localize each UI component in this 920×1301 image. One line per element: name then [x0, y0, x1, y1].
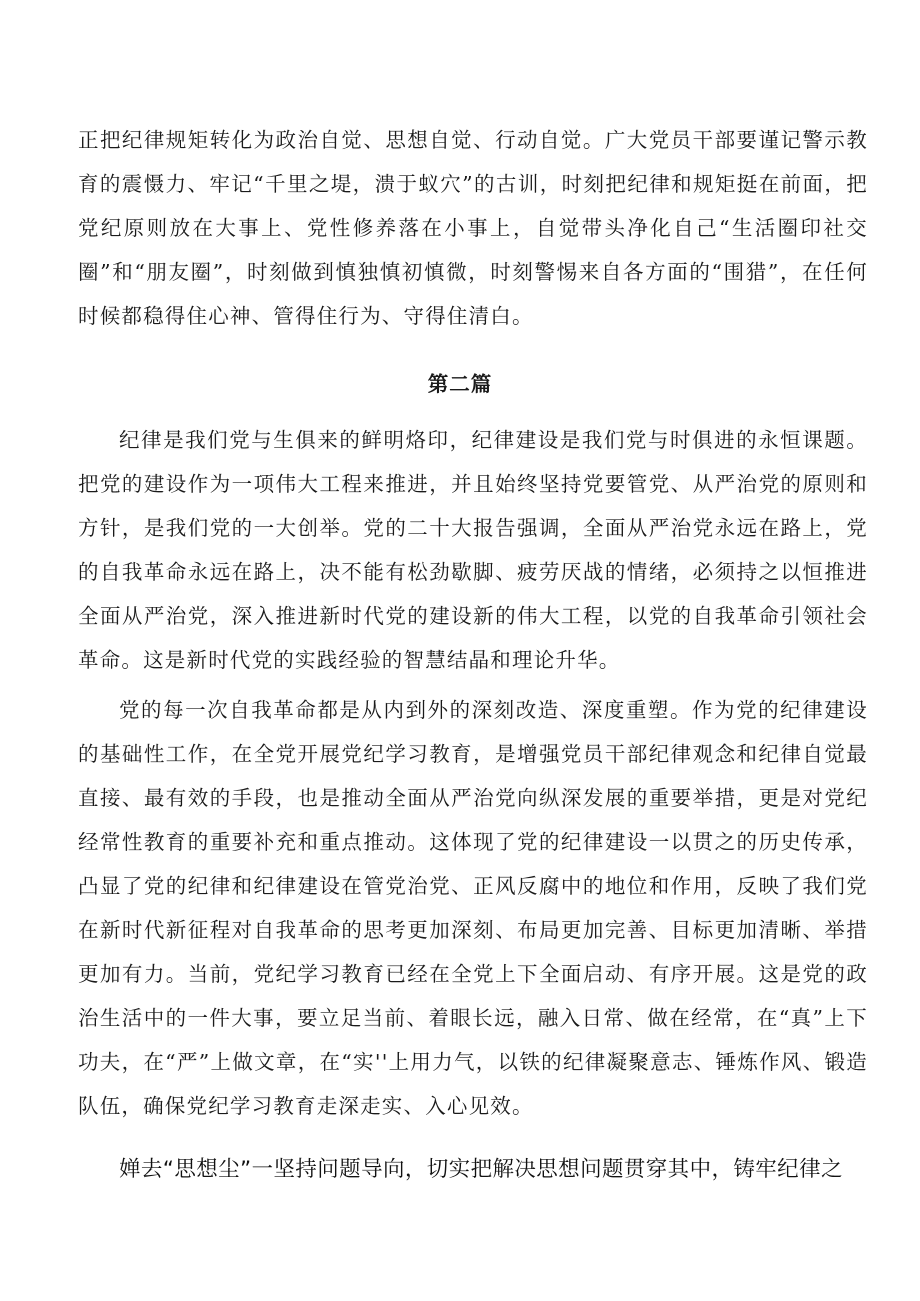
paragraph-self-revolution: 党的每一次自我革命都是从内到外的深刻改造、深度重塑。作为党的纪律建设的基础性工作，在全党开展党纪学习教育，是增强党员干部纪律观念和纪律自觉最直接、最有效的手段，也是推动全面从严治党向纵深发展的重要举措，更是对党纪经常性教育的重要补充和重点推动。这体现了党的纪律建设一以贯之的历史传承，凸显了党的纪律和纪律建设在管党治党、正风反腐中的地位和作用，反映了我们党在新时代新征程对自我革命的思考更加深刻、布局更加完善、目标更加清晰、举措更加有力。当前，党纪学习教育已经在全党上下全面启动、有序开展。这是党的政治生活中的一件大事，要立足当前、着眼长远，融入日常、做在经常，在“真”上下功夫，在“严”上做文章，在“实''上用力气，以铁的纪律凝聚意志、锤炼作风、锻造队伍，确保党纪学习教育走深走实、入心见效。 — [78, 698, 868, 1118]
paragraph-discipline: 纪律是我们党与生俱来的鲜明烙印，纪律建设是我们党与时俱进的永恒课题。把党的建设作为一项伟大工程来推进，并且始终坚持党要管党、从严治党的原则和方针，是我们党的一大创举。党的二十大报告强调，全面从严治党永远在路上，党的自我革命永远在路上，决不能有松劲歇脚、疲劳厌战的情绪，必须持之以恒推进全面从严治党，深入推进新时代党的建设新的伟大工程，以党的自我革命引领社会革命。这是新时代党的实践经验的智慧结晶和理论升华。 — [78, 428, 868, 672]
paragraph-subheading-partial: 婵去“思想尘”一坚持问题导向，切实把解决思想问题贯穿其中，铸牢纪律之 — [119, 1157, 843, 1182]
section-heading: 第二篇 — [427, 372, 493, 396]
paragraph-continued: 正把纪律规矩转化为政治自觉、思想自觉、行动自觉。广大党员干部要谨记警示教育的震慑力、牢记“千里之堤，溃于蚁穴”的古训，时刻把纪律和规矩挺在前面，把党纪原则放在大事上、党性修养落在小事上，自觉带头净化自己“生活圈印社交圈”和“朋友圈”，时刻做到慎独慎初慎微，时刻警惕来自各方面的“围猎”，在任何时候都稳得住心神、管得住行为、守得住清白。 — [78, 128, 868, 328]
